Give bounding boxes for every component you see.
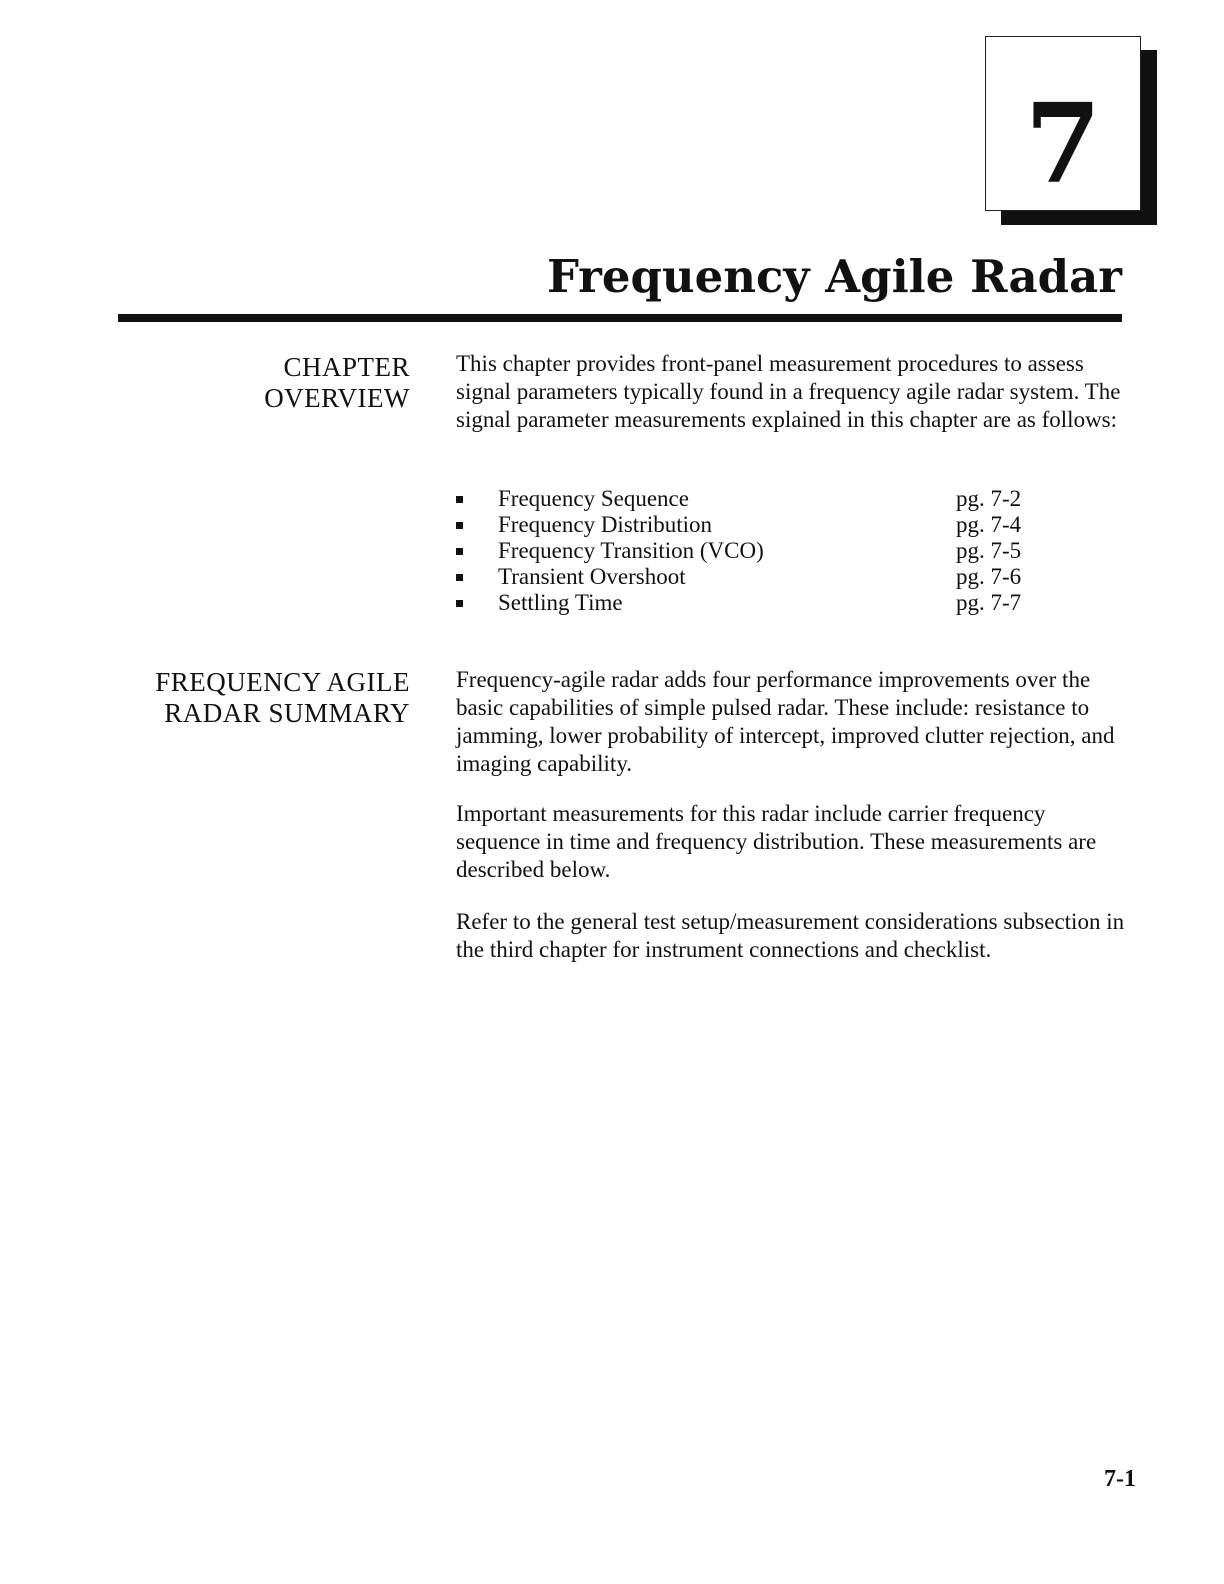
square-bullet-icon <box>456 574 463 581</box>
topic-label: Settling Time <box>498 590 623 615</box>
square-bullet-icon <box>456 496 463 503</box>
square-bullet-icon <box>456 600 463 607</box>
topic-label: Frequency Distribution <box>498 512 712 537</box>
topic-label: Frequency Sequence <box>498 486 689 511</box>
chapter-overview-heading: CHAPTER OVERVIEW <box>264 352 410 413</box>
radar-summary-heading: FREQUENCY AGILE RADAR SUMMARY <box>155 667 410 728</box>
list-item <box>456 564 1056 590</box>
summary-paragraph: Frequency-agile radar adds four performance improvements over the basic capabilities of simple pulsed radar. These include: resistance to jamming, lower probability of intercept, improved clutter rejection, and imaging capability. <box>456 667 1115 776</box>
topic-page-ref: pg. 7-5 <box>956 538 1022 563</box>
overview-intro-paragraph: This chapter provides front-panel measurement procedures to assess signal parameters typically found in a frequency agile radar system. The signal parameter measurements explained in this chapter are as follows: <box>456 351 1121 432</box>
square-bullet-icon <box>456 522 463 529</box>
list-item <box>456 486 1056 512</box>
topic-page-ref: pg. 7-6 <box>956 564 1022 589</box>
title-rule <box>118 314 1122 322</box>
topic-page-ref: pg. 7-2 <box>956 486 1022 511</box>
summary-paragraph: Important measurements for this radar include carrier frequency sequence in time and frequency distribution. These measurements are described below. <box>456 801 1097 882</box>
chapter-number-tab <box>985 36 1141 211</box>
list-item <box>456 512 1056 538</box>
square-bullet-icon <box>456 548 463 555</box>
list-item <box>456 538 1056 564</box>
topic-label: Transient Overshoot <box>498 564 686 589</box>
list-item <box>456 590 1056 616</box>
chapter-number: 7 <box>1024 79 1102 208</box>
chapter-title: Frequency Agile Radar <box>546 250 1122 303</box>
topic-label: Frequency Transition (VCO) <box>498 538 764 563</box>
topic-page-ref: pg. 7-7 <box>956 590 1022 615</box>
measurement-topic-list <box>456 486 1056 616</box>
page-number: 7-1 <box>1104 1466 1136 1492</box>
topic-page-ref: pg. 7-4 <box>956 512 1022 537</box>
summary-paragraph: Refer to the general test setup/measurement considerations subsection in the third chapter for instrument connections and checklist. <box>456 909 1125 962</box>
